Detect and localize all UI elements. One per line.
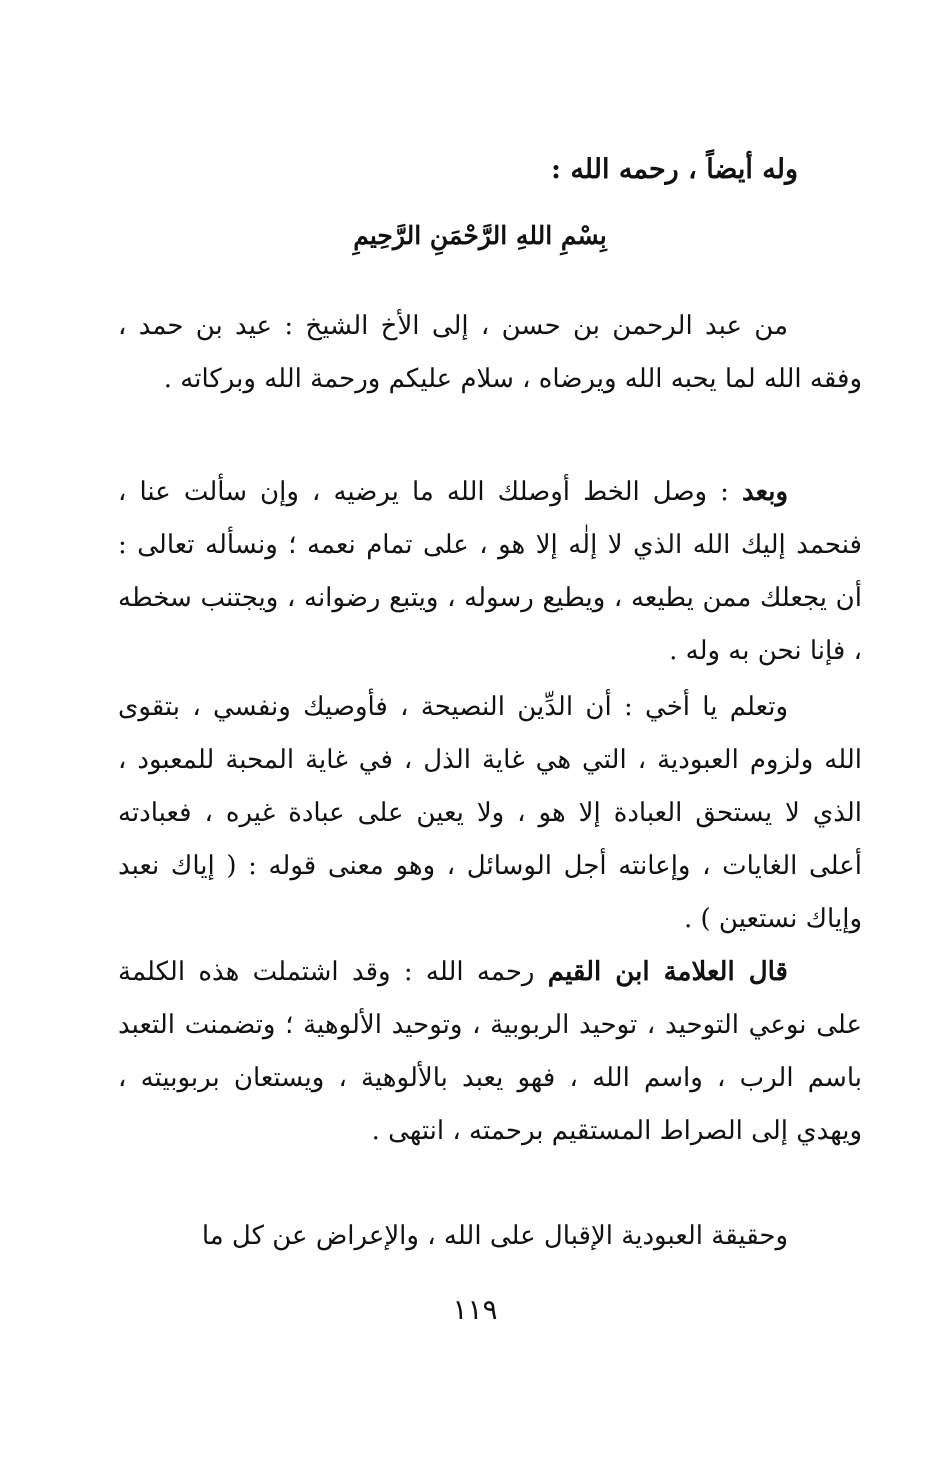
paragraph-lead: قال العلامة ابن القيم	[547, 957, 788, 987]
basmala-text: بِسْمِ اللهِ الرَّحْمَنِ الرَّحِيمِ	[353, 221, 607, 250]
section-heading	[148, 148, 798, 192]
paragraph-advice	[118, 681, 862, 946]
paragraph-text: : وصل الخط أوصلك الله ما يرضيه ، وإن سألت عنا ، فنحمد إليك الله الذي لا إلٰه إلا هو ، على تمام نعمه ؛ ونسأله تعالى : أن يجعلك ممن يطيعه ، ويطيع رسوله ، ويتبع رضوانه ، ويجتنب سخطه ، فإنا نحن به وله .	[118, 477, 862, 666]
basmala-ornament	[240, 214, 720, 258]
section-heading-text: وله أيضاً ، رحمه الله :	[550, 154, 798, 185]
paragraph-text: وتعلم يا أخي : أن الدِّين النصيحة ، فأوصيك ونفسي ، بتقوى الله ولزوم العبودية ، التي هي غاية الذل ، في غاية المحبة للمعبود ، الذي لا يستحق العبادة إلا هو ، ولا يعين على عبادة غيره ، فعبادته أعلى الغايات ، وإعانته أجل الوسائل ، وهو معنى قوله : ( إياك نعبد وإياك نستعين ) .	[118, 692, 862, 934]
paragraph-continuation	[118, 1210, 862, 1263]
paragraph-text: من عبد الرحمن بن حسن ، إلى الأخ الشيخ : عيد بن حمد ، وفقه الله لما يحبه الله ويرضاه ، سلام عليكم ورحمة الله وبركاته .	[118, 311, 862, 394]
paragraph-text: وحقيقة العبودية الإقبال على الله ، والإعراض عن كل ما	[201, 1221, 788, 1251]
paragraph-text: رحمه الله : وقد اشتملت هذه الكلمة على نوعي التوحيد ، توحيد الربوبية ، وتوحيد الألوهية ؛ وتضمنت التعبد باسم الرب ، واسم الله ، فهو يعبد بالألوهية ، ويستعان بربوبيته ، ويهدي إلى الصراط المستقيم برحمته ، انتهى .	[118, 957, 862, 1146]
paragraph-wabad	[118, 466, 862, 678]
page-number: ١١٩	[452, 1293, 498, 1326]
paragraph-salutation	[118, 300, 862, 406]
paragraph-ibn-qayyim-quote	[118, 946, 862, 1158]
paragraph-lead: وبعد	[742, 477, 788, 507]
